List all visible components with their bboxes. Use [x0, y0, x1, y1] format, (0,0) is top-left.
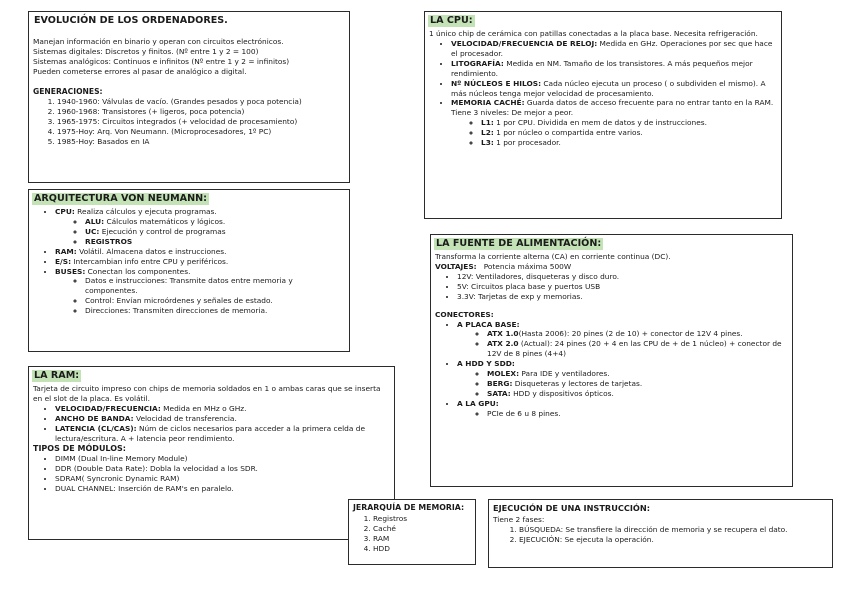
list-item	[85, 237, 344, 247]
item-text: Velocidad de transferencia.	[133, 413, 237, 423]
list-item: 1. 1940-1960: Válvulas de vacío. (Grandes pesados y poca potencia)	[57, 97, 344, 107]
item-text: Disqueteras y lectores de tarjetas.	[512, 379, 643, 389]
item-label: VELOCIDAD/FRECUENCIA DE RELOJ:	[451, 38, 598, 48]
list-item	[519, 525, 827, 535]
list-item: 3. RAM	[373, 534, 471, 544]
list-item	[451, 79, 776, 99]
card-evolucion-ordenadores	[28, 11, 350, 183]
list-item	[487, 329, 787, 339]
item-label: ATX 2.0	[487, 339, 519, 349]
list-item: 3. 1965-1975: Circuitos integrados (+ velocidad de procesamiento)	[57, 117, 344, 127]
list-item	[55, 424, 389, 444]
item-label: UC:	[85, 226, 100, 236]
list-item	[55, 207, 344, 247]
item-text: : Se ejecuta la operación.	[559, 534, 654, 544]
list-item	[487, 369, 787, 379]
item-text: Medida en MHz o GHz.	[160, 403, 247, 413]
card-fuente-alimentacion	[430, 234, 793, 487]
list-item	[487, 339, 787, 359]
item-label: A LA GPU:	[457, 398, 499, 408]
text-paragraph: Tarjeta de circuito impreso con chips de memoria soldados en 1 o ambas caras que se inserta en el slot de la placa. Es volátil.	[33, 383, 381, 403]
list-item: 2. Caché	[373, 524, 471, 534]
list-item: • 3.3V: Tarjetas de exp y memorias.	[457, 292, 787, 302]
item-label: BUSES:	[55, 266, 86, 276]
item-text: (Hasta 2006): 20 pines (2 de 10) + conector de 12V 4 pines.	[518, 329, 743, 339]
card-title: LA RAM:	[34, 370, 80, 381]
item-label: VOLTAJES:	[435, 261, 477, 271]
card-jerarquia-memoria	[348, 499, 476, 565]
list-item: • DIMM (Dual In-line Memory Module)	[55, 454, 389, 464]
list-item: 5. 1985-Hoy: Basados en IA	[57, 137, 344, 147]
list-item	[85, 227, 344, 237]
item-label: A HDD Y SDD:	[457, 359, 515, 369]
list-item	[451, 98, 776, 148]
card-title: EJECUCIÓN DE UNA INSTRUCCIÓN:	[493, 503, 651, 513]
item-label: REGISTROS	[85, 236, 133, 246]
list-item	[85, 217, 344, 227]
item-text: Guarda datos de acceso frecuente para no entrar tanto en la RAM. Tiene 3 niveles: De mejor a peor.	[451, 98, 774, 118]
item-label: RAM:	[55, 246, 77, 256]
list-item: 1. Registros	[373, 514, 471, 524]
item-label: ANCHO DE BANDA:	[55, 413, 134, 423]
section-heading: TIPOS DE MÓDULOS:	[33, 443, 127, 453]
section-heading: CONECTORES:	[435, 309, 494, 319]
list-item	[481, 118, 776, 128]
item-text: Conectan los componentes.	[85, 266, 191, 276]
item-text: 1 por procesador.	[493, 138, 561, 148]
item-text: 1 por CPU. Dividida en mem de datos y de instrucciones.	[493, 118, 707, 128]
list-item	[451, 39, 776, 59]
item-label: Nº NÚCLEOS E HILOS:	[451, 78, 542, 88]
list-item: ◦ PCIe de 6 u 8 pines.	[487, 409, 787, 419]
card-title: EVOLUCIÓN DE LOS ORDENADORES.	[34, 15, 228, 26]
item-text: Medida en NM. Tamaño de los transistores. A más pequeños mejor rendimiento.	[451, 58, 753, 78]
card-la-ram	[28, 366, 395, 540]
text-line: Sistemas analógicos: Continuos e infinitos (Nº entre 1 y 2 = infinitos)	[33, 56, 290, 66]
list-item	[451, 59, 776, 79]
item-label: BERG:	[487, 379, 513, 389]
item-label: E/S:	[55, 256, 72, 266]
item-label: VELOCIDAD/FRECUENCIA:	[55, 403, 161, 413]
item-text: Cada núcleo ejecuta un proceso ( o subdividen el mismo). A más núcleos tenga mejor velocidad de procesamiento.	[451, 78, 766, 98]
item-text: Potencia máxima 500W	[483, 261, 572, 271]
list-item	[55, 267, 344, 317]
item-label: MEMORIA CACHÉ:	[451, 98, 525, 108]
card-la-cpu	[424, 11, 782, 219]
list-item	[55, 257, 344, 267]
item-text: Volátil. Almacena datos e instrucciones.	[76, 246, 227, 256]
item-label: ATX 1.0	[487, 329, 519, 339]
text-line: Manejan información en binario y operan con circuitos electrónicos.	[33, 36, 284, 46]
text-line: Pueden cometerse errores al pasar de analógico a digital.	[33, 66, 247, 76]
item-label: BÚSQUEDA	[519, 524, 561, 534]
item-text: (Actual): 24 pines (20 + 4 en las CPU de + de 1 núcleo) + conector de 12V de 8 pines (4+4)	[487, 339, 782, 359]
list-item	[481, 128, 776, 138]
text-line	[435, 262, 787, 272]
list-item: ◦ Direcciones: Transmiten direcciones de memoria.	[85, 306, 344, 316]
list-item: • DDR (Double Data Rate): Dobla la velocidad a los SDR.	[55, 464, 389, 474]
list-item	[519, 535, 827, 545]
item-label: SATA:	[487, 388, 511, 398]
list-item	[55, 404, 389, 414]
item-text: Ejecución y control de programas	[99, 226, 226, 236]
item-text: 1 por núcleo o compartida entre varios.	[493, 128, 643, 138]
list-item	[487, 379, 787, 389]
item-label: L3:	[481, 138, 494, 148]
item-label: L1:	[481, 118, 494, 128]
item-label: MOLEX:	[487, 369, 520, 379]
item-text: Medida en GHz. Operaciones por sec que hace el procesador.	[451, 38, 773, 58]
card-arquitectura-von-neumann	[28, 189, 350, 352]
item-text: : Se transfiere la dirección de memoria y se recupera el dato.	[560, 524, 788, 534]
text-paragraph: 1 único chip de cerámica con patillas conectadas a la placa base. Necesita refrigeración.	[429, 28, 758, 38]
list-item	[487, 389, 787, 399]
item-label: EJECUCIÓN	[519, 534, 560, 544]
item-text: Realiza cálculos y ejecuta programas.	[74, 206, 217, 216]
list-item: 4. HDD	[373, 544, 471, 554]
item-text: Núm de ciclos necesarios para acceder a la primera celda de lectura/escritura. A + latencia peor rendimiento.	[55, 423, 365, 443]
text-line: Tiene 2 fases:	[493, 514, 545, 524]
text-paragraph: Transforma la corriente alterna (CA) en corriente continua (DC).	[435, 251, 671, 261]
card-title: JERARQUÍA DE MEMORIA:	[353, 503, 465, 512]
item-label: LATENCIA (CL/CAS):	[55, 423, 137, 433]
item-label: CPU:	[55, 206, 75, 216]
list-item: 4. 1975-Hoy: Arq. Von Neumann. (Microprocesadores, 1º PC)	[57, 127, 344, 137]
item-label: LITOGRAFÍA:	[451, 58, 504, 68]
item-label: L2:	[481, 128, 494, 138]
list-item: ◦ Control: Envían microórdenes y señales de estado.	[85, 296, 344, 306]
item-text: Intercambian info entre CPU y periféricos.	[71, 256, 229, 266]
list-item	[457, 320, 787, 360]
item-text: Cálculos matemáticos y lógicos.	[104, 216, 226, 226]
card-title: LA FUENTE DE ALIMENTACIÓN:	[436, 238, 602, 249]
list-item	[55, 414, 389, 424]
item-label: ALU:	[85, 216, 105, 226]
list-item: • 12V: Ventiladores, disqueteras y disco duro.	[457, 272, 787, 282]
card-ejecucion-instruccion	[488, 499, 833, 568]
list-item: • DUAL CHANNEL: Inserción de RAM's en paralelo.	[55, 484, 389, 494]
list-item: • SDRAM( Syncronic Dynamic RAM)	[55, 474, 389, 484]
list-item: ◦ Datos e instrucciones: Transmite datos entre memoria y componentes.	[85, 276, 344, 296]
item-text: HDD y dispositivos ópticos.	[510, 388, 614, 398]
list-item	[457, 359, 787, 399]
list-item: • 5V: Circuitos placa base y puertos USB	[457, 282, 787, 292]
list-item	[457, 399, 787, 419]
section-heading: GENERACIONES:	[33, 86, 103, 96]
card-title: ARQUITECTURA VON NEUMANN:	[34, 193, 207, 204]
item-label: A PLACA BASE:	[457, 319, 520, 329]
item-text: Para IDE y ventiladores.	[519, 369, 610, 379]
list-item: 2. 1960-1968: Transistores (+ ligeros, poca potencia)	[57, 107, 344, 117]
list-item	[55, 247, 344, 257]
card-title: LA CPU:	[430, 15, 473, 26]
text-line: Sistemas digitales: Discretos y finitos. (Nº entre 1 y 2 = 100)	[33, 46, 259, 56]
list-item	[481, 138, 776, 148]
